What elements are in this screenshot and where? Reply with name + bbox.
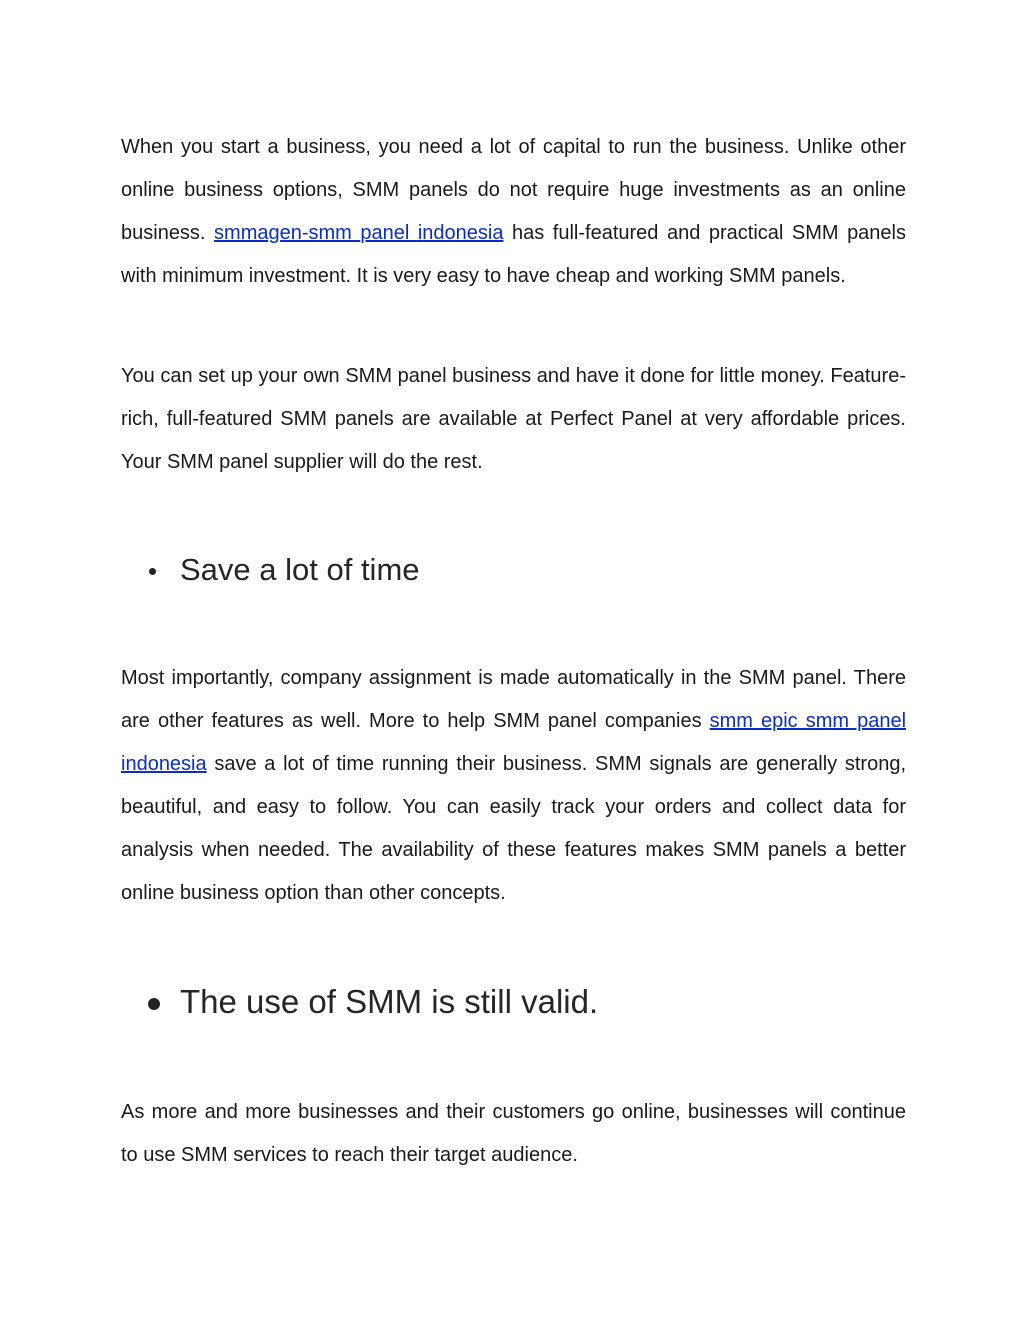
heading-smm-valid [146,983,598,1021]
heading-save-time [146,552,420,588]
smmagen-smm-link[interactable]: smmagen-smm [214,222,361,244]
paragraph-setup: You can set up your own SMM panel business and have it done for little money. Feature-rich, full-featured SMM panels are available at Perfect Panel at very affordable prices. Your SMM panel supplier will do the rest. [121,365,906,473]
heading-smm-valid-text: The use of SMM is still valid. [180,983,599,1020]
paragraph-capital-text-start: When you start a business, you need a lot of capital to run the business. Unlike other online business options, SMM panels do not require huge investments as an online business. [121,136,906,244]
paragraph-automation [121,657,906,915]
indonesia-link-2[interactable]: indonesia [121,753,207,775]
bullet-icon [146,983,180,1021]
paragraph-online: As more and more businesses and their customers go online, businesses will continue to use SMM services to reach their target audience. [121,1101,906,1166]
paragraph-capital [121,126,906,298]
paragraph-automation-text-start: Most importantly, company assignment is made automatically in the SMM panel. There are other features as well. More to help SMM panel companies [121,667,906,732]
paragraph-automation-text-end: save a lot of time running their business. SMM signals are generally strong, beautiful, and easy to follow. You can easily track your orders and collect data for analysis when needed. The availability of these features makes SMM panels a better online business option than other concepts. [121,753,906,904]
panel-link[interactable]: panel [360,222,418,244]
indonesia-link[interactable]: indonesia [417,222,504,244]
smm-epic-smm-panel-link[interactable]: smm epic smm panel [709,710,907,732]
bullet-icon [146,552,180,588]
paragraph-capital-text-end: has full-featured and practical SMM panels with minimum investment. It is very easy to have cheap and working SMM panels. [121,222,906,287]
heading-save-time-text: Save a lot of time [180,552,420,587]
